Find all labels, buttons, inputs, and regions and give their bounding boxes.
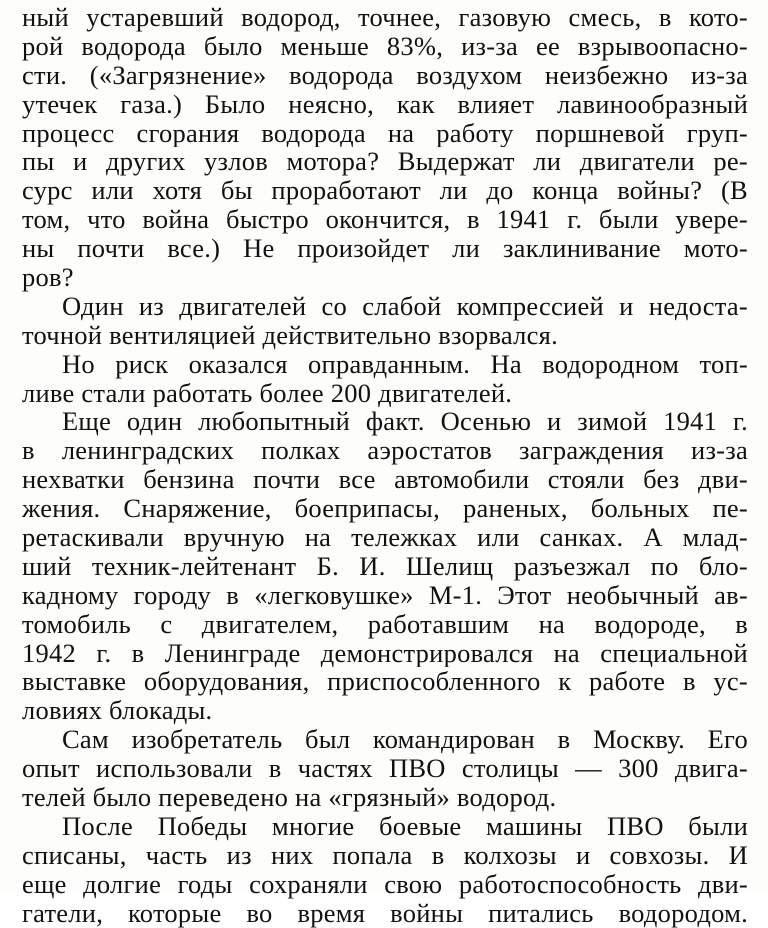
text-line: нехватки бензина почти все автомобили стояли без дви- [22,465,748,495]
text-line: утечек газа.) Было неясно, как влияет лавинообразный [22,89,748,119]
paragraph [22,407,748,725]
text-line: сти. («Загрязнение» водорода воздухом неизбежно из-за [22,60,748,90]
text-line: рой водорода было меньше 83%, из-за ее взрывоопасно- [22,31,748,61]
paragraph [22,725,748,812]
text-line: Но риск оказался оправданным. На водородном топ- [62,349,748,379]
text-line: гатели, которые во время войны питались водородом. [22,898,748,928]
paragraph [22,3,748,292]
text-line: ловиях блокады. [22,696,213,726]
text-line: Сам изобретатель был командирован в Москву. Его [62,725,748,755]
text-line: Один из двигателей со слабой компрессией и недоста- [62,291,748,321]
text-line: жения. Снаряжение, боеприпасы, раненых, больных пе- [22,494,748,524]
text-line: ный устаревший водород, точнее, газовую смесь, в кото- [22,3,748,32]
text-line: еще долгие годы сохраняли свою работоспособность дви- [22,869,748,899]
text-line: ретаскивали вручную на тележках или санках. А млад- [22,523,748,552]
text-line: телей было переведено на «грязный» водород. [22,783,557,812]
text-line: ров? [22,263,74,292]
text-line: том, что война быстро окончится, в 1941 г. были увере- [22,205,748,235]
paragraph [22,350,748,408]
text-line: пы и других узлов мотора? Выдержат ли двигатели ре- [22,147,748,177]
text-line: в ленинградских полках аэростатов заграждения из-за [22,436,748,466]
text-line: списаны, часть из них попала в колхозы и совхозы. И [22,840,748,870]
text-line: Еще один любопытный факт. Осенью и зимой 1941 г. [62,407,748,437]
text-line: опыт использовали в частях ПВО столицы — 300 двига- [22,754,748,784]
paragraph [22,812,748,928]
text-line: процесс сгорания водорода на работу поршневой груп- [22,118,748,148]
text-line: выставке оборудования, приспособленного к работе в ус- [22,667,748,697]
text-line: ны почти все.) Не произойдет ли заклинивание мото- [22,234,748,264]
text-line: После Победы многие боевые машины ПВО были [62,811,748,841]
paragraph [22,292,748,350]
text-line: 1942 г. в Ленинграде демонстрировался на специальной [22,638,748,668]
text-line: сурс или хотя бы проработают ли до конца войны? (В [22,176,748,206]
text-line: кадному городу в «легковушке» М-1. Этот необычный ав- [22,580,748,610]
text-line: ший техник-лейтенант Б. И. Шелищ разъезжал по бло- [22,551,748,581]
text-line: точной вентиляцией действительно взорвался. [22,320,558,350]
text-line: ливе стали работать более 200 двигателей. [22,378,513,408]
text-line: томобиль с двигателем, работавшим на водороде, в [22,609,748,639]
